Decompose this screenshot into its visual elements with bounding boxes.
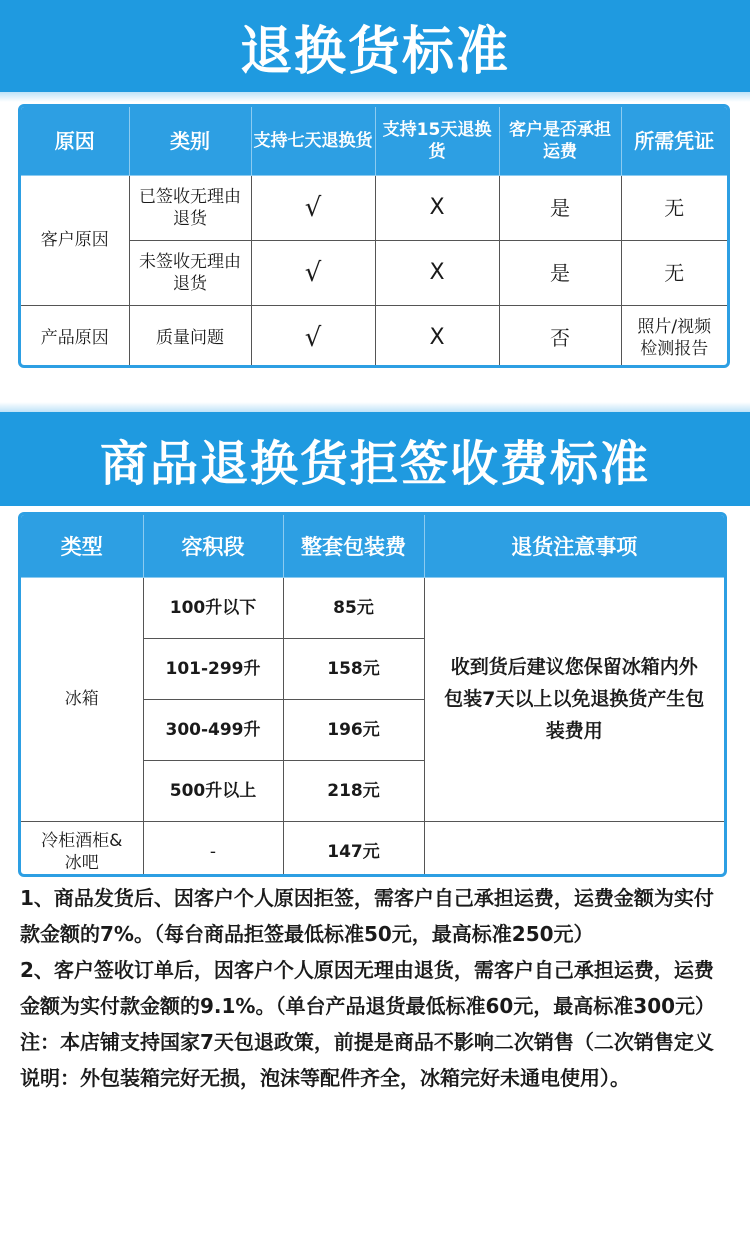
fee-cell: 218元 bbox=[283, 760, 424, 821]
proof-cell: 照片/视频检测报告 bbox=[621, 305, 727, 368]
header-volume: 容积段 bbox=[143, 515, 283, 577]
freight-cell: 是 bbox=[499, 240, 621, 305]
freezer-type-cell: 冷柜酒柜&冰吧 bbox=[21, 821, 143, 877]
return-note-cell bbox=[424, 577, 724, 821]
table-row bbox=[21, 305, 727, 368]
fee-standard-table bbox=[18, 512, 727, 877]
header-package-fee: 整套包装费 bbox=[283, 515, 424, 577]
volume-cell: 300-499升 bbox=[143, 699, 283, 760]
table-row bbox=[21, 821, 724, 877]
table-row bbox=[21, 175, 727, 240]
return-standard-banner bbox=[0, 0, 750, 92]
header-return-notes: 退货注意事项 bbox=[424, 515, 724, 577]
reason-cell: 客户原因 bbox=[21, 175, 129, 305]
fee-cell: 147元 bbox=[283, 821, 424, 877]
header-fifteen-day: 支持15天退换货 bbox=[375, 107, 499, 175]
category-cell: 质量问题 bbox=[129, 305, 251, 368]
header-type: 类型 bbox=[21, 515, 143, 577]
return-standard-title: 退换货标准 bbox=[239, 21, 510, 82]
policy-notes bbox=[20, 880, 732, 1096]
empty-cell bbox=[424, 821, 724, 877]
freight-cell: 是 bbox=[499, 175, 621, 240]
header-reason: 原因 bbox=[21, 107, 129, 175]
policy-note-1: 1、商品发货后、因客户个人原因拒签，需客户自己承担运费，运费金额为实付款金额的7%。（每台商品拒签最低标准50元，最高标准250元） bbox=[20, 886, 714, 946]
fee-cell: 85元 bbox=[283, 577, 424, 638]
fee-cell: 158元 bbox=[283, 638, 424, 699]
table-header-row bbox=[21, 107, 727, 175]
header-proof: 所需凭证 bbox=[621, 107, 727, 175]
check-mark: √ bbox=[251, 240, 375, 305]
banner-divider bbox=[0, 92, 750, 102]
banner-divider bbox=[0, 402, 750, 412]
return-standard-table bbox=[18, 104, 730, 368]
category-cell: 已签收无理由退货 bbox=[129, 175, 251, 240]
fee-standard-banner bbox=[0, 412, 750, 506]
table-header-row bbox=[21, 515, 724, 577]
volume-cell: 100升以下 bbox=[143, 577, 283, 638]
proof-cell: 无 bbox=[621, 240, 727, 305]
volume-cell: 101-299升 bbox=[143, 638, 283, 699]
return-note-text: 收到货后建议您保留冰箱内外包装7天以上以免退换货产生包装费用 bbox=[444, 656, 705, 742]
table-row bbox=[21, 577, 724, 638]
fee-standard-title: 商品退换货拒签收费标准 bbox=[99, 435, 650, 492]
volume-cell: 500升以上 bbox=[143, 760, 283, 821]
check-mark: √ bbox=[251, 175, 375, 240]
check-mark: √ bbox=[251, 305, 375, 368]
cross-mark: X bbox=[375, 175, 499, 240]
freight-cell: 否 bbox=[499, 305, 621, 368]
fridge-type-cell: 冰箱 bbox=[21, 577, 143, 821]
policy-note-3: 注：本店铺支持国家7天包退政策，前提是商品不影响二次销售（二次销售定义说明：外包装箱完好无损，泡沫等配件齐全，冰箱完好未通电使用）。 bbox=[20, 1030, 714, 1090]
proof-cell: 无 bbox=[621, 175, 727, 240]
fee-cell: 196元 bbox=[283, 699, 424, 760]
volume-cell: - bbox=[143, 821, 283, 877]
header-category: 类别 bbox=[129, 107, 251, 175]
header-seven-day: 支持七天退换货 bbox=[251, 107, 375, 175]
header-freight: 客户是否承担运费 bbox=[499, 107, 621, 175]
category-cell: 未签收无理由退货 bbox=[129, 240, 251, 305]
reason-cell: 产品原因 bbox=[21, 305, 129, 368]
cross-mark: X bbox=[375, 240, 499, 305]
cross-mark: X bbox=[375, 305, 499, 368]
policy-note-2: 2、客户签收订单后，因客户个人原因无理由退货，需客户自己承担运费，运费金额为实付款金额的9.1%。（单台产品退货最低标准60元，最高标准300元） bbox=[20, 958, 716, 1018]
